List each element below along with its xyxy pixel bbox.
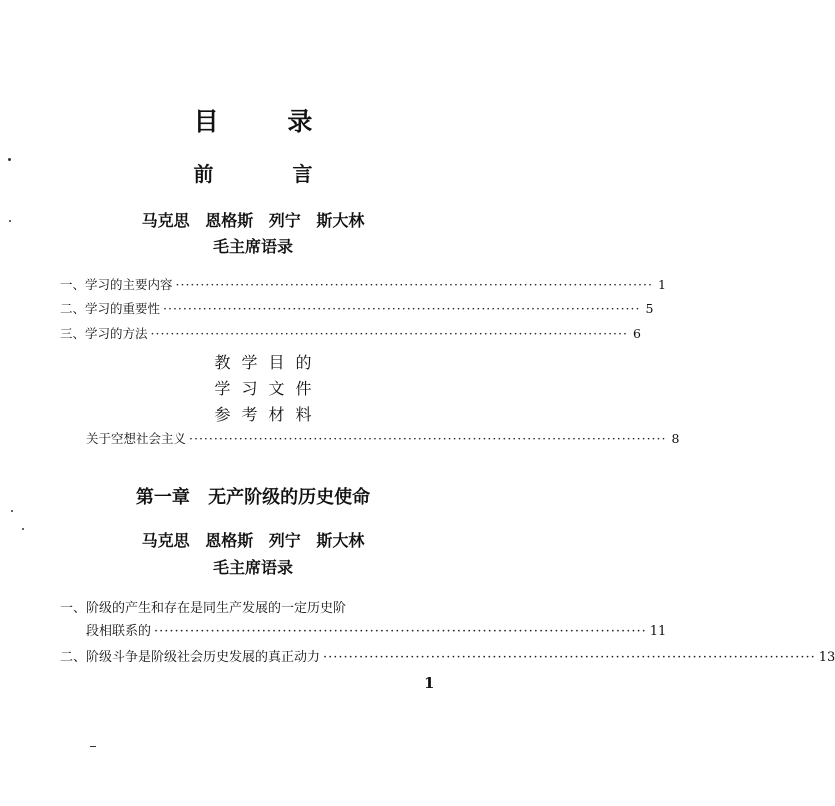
toc-entry-text: 一、学习的主要内容 (60, 277, 173, 292)
leader-dots: ································································································ (154, 624, 647, 639)
scan-speck (11, 510, 13, 512)
scan-speck (8, 158, 11, 161)
toc-entry-page: 11 (649, 624, 667, 639)
scan-speck (9, 220, 11, 222)
page-title: 目 录 (193, 107, 343, 136)
leader-dots: ································································································ (150, 326, 628, 341)
chapter1-subtitle: 毛主席语录 (212, 558, 293, 577)
toc-entry[interactable] (60, 646, 835, 665)
toc-entry-text: 二、学习的重要性 (60, 301, 161, 316)
toc-entry-page: 8 (671, 431, 680, 446)
toc-entry-text: 三、学习的方法 (60, 326, 148, 341)
chapter1-authors: 马克思 恩格斯 列宁 斯大林 (141, 531, 365, 550)
toc-entry-text-line1[interactable]: 一、阶级的产生和存在是同生产发展的一定历史阶 (60, 601, 347, 616)
toc-entry-text: 关于空想社会主义 (86, 431, 187, 446)
chapter-title: 第一章 无产阶级的历史使命 (135, 487, 371, 508)
toc-entry[interactable] (60, 299, 654, 317)
leader-dots: ································································································ (175, 277, 653, 292)
study-documents-label: 学习文件 (214, 379, 323, 398)
toc-entry-page: 13 (818, 650, 835, 665)
toc-entry-page: 6 (633, 326, 641, 341)
toc-entry-text: 段相联系的 (86, 624, 152, 639)
toc-entry[interactable] (86, 429, 680, 447)
teaching-goal-label: 教学目的 (214, 353, 323, 372)
leader-dots: ································································································ (189, 431, 667, 446)
toc-entry-text: 二、阶级斗争是阶级社会历史发展的真正动力 (60, 650, 321, 665)
page-number: 1 (424, 674, 435, 692)
reference-materials-label: 参考材料 (214, 405, 323, 424)
leader-dots: ································································································ (323, 650, 816, 665)
toc-entry-page: 1 (658, 277, 666, 292)
preface-heading: 前 言 (193, 162, 349, 186)
toc-entry[interactable] (60, 275, 666, 293)
scan-speck (22, 528, 24, 530)
toc-entry[interactable] (86, 620, 667, 639)
toc-entry-page: 5 (645, 301, 654, 316)
section1-authors: 马克思 恩格斯 列宁 斯大林 (141, 211, 365, 230)
toc-entry[interactable] (60, 324, 641, 342)
leader-dots: ································································································ (163, 301, 641, 316)
scan-speck (90, 746, 96, 747)
section1-subtitle: 毛主席语录 (212, 237, 293, 256)
